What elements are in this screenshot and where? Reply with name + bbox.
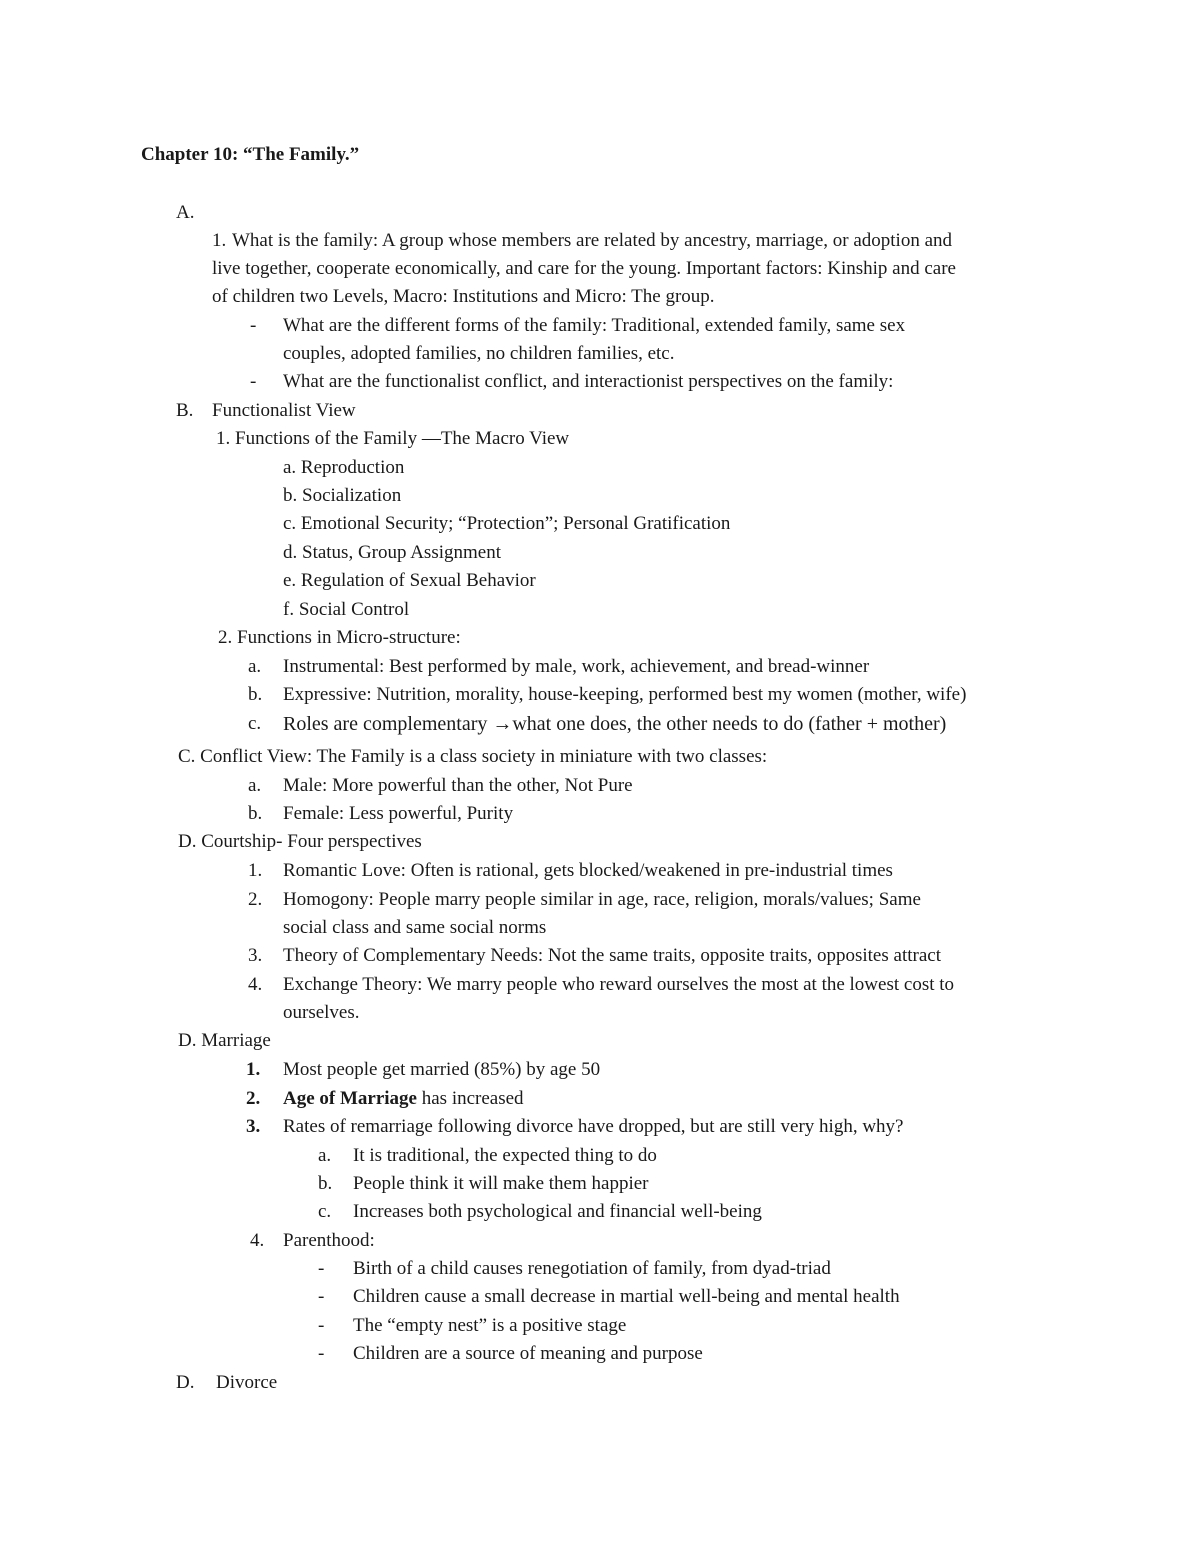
section-d-divorce-heading: Divorce bbox=[216, 1372, 278, 1393]
parenthood-bullet-text: Birth of a child causes renegotiation of family, from dyad-triad bbox=[353, 1258, 831, 1279]
section-a-item1-line3: of children two Levels, Macro: Institutions and Micro: The group. bbox=[212, 286, 715, 307]
section-b-heading: Functionalist View bbox=[212, 400, 356, 421]
marriage-item-text bbox=[283, 1087, 524, 1111]
parenthood-bullet-marker: - bbox=[318, 1315, 325, 1336]
section-d-courtship-heading: D. Courtship- Four perspectives bbox=[178, 831, 422, 852]
macro-item: e. Regulation of Sexual Behavior bbox=[283, 570, 536, 591]
marriage-item-marker: 1. bbox=[246, 1059, 261, 1080]
section-b-label: B. bbox=[176, 400, 194, 421]
marriage-item-text: Parenthood: bbox=[283, 1230, 375, 1251]
section-a-bullet2-marker: - bbox=[250, 371, 257, 392]
marriage-item-marker: 3. bbox=[246, 1116, 261, 1137]
courtship-item-text: ourselves. bbox=[283, 1002, 360, 1023]
remarriage-sub-marker: b. bbox=[318, 1173, 333, 1194]
courtship-item-text: Romantic Love: Often is rational, gets blocked/weakened in pre-industrial times bbox=[283, 860, 893, 881]
section-a-bullet1-line1: What are the different forms of the family: Traditional, extended family, same sex bbox=[283, 315, 906, 336]
section-b-sub1: 1. Functions of the Family —The Macro View bbox=[216, 428, 570, 449]
macro-item: d. Status, Group Assignment bbox=[283, 542, 501, 563]
age-of-marriage-bold: Age of Marriage bbox=[283, 1088, 417, 1109]
marriage-item-marker: 2. bbox=[246, 1088, 261, 1109]
micro-item-text: Expressive: Nutrition, morality, house-keeping, performed best my women (mother, wife) bbox=[283, 684, 967, 705]
section-a-bullet1-marker: - bbox=[250, 315, 257, 336]
remarriage-sub-marker: a. bbox=[318, 1145, 332, 1166]
section-d-marriage-heading: D. Marriage bbox=[178, 1030, 271, 1051]
courtship-item-text: Exchange Theory: We marry people who reward ourselves the most at the lowest cost to bbox=[283, 974, 955, 995]
page-title: Chapter 10: “The Family.” bbox=[141, 144, 360, 165]
section-a-label: A. bbox=[176, 202, 195, 223]
marriage-item-text: Rates of remarriage following divorce have dropped, but are still very high, why? bbox=[283, 1116, 904, 1137]
remarriage-sub-text: It is traditional, the expected thing to do bbox=[353, 1145, 657, 1166]
section-b-sub2: 2. Functions in Micro-structure: bbox=[218, 627, 461, 648]
macro-item: f. Social Control bbox=[283, 599, 410, 620]
courtship-item-marker: 4. bbox=[248, 974, 263, 995]
parenthood-bullet-text: Children are a source of meaning and purpose bbox=[353, 1343, 703, 1364]
parenthood-bullet-marker: - bbox=[318, 1343, 325, 1364]
parenthood-bullet-text: Children cause a small decrease in martial well-being and mental health bbox=[353, 1286, 900, 1307]
marriage-item-marker: 4. bbox=[250, 1230, 265, 1251]
remarriage-sub-marker: c. bbox=[318, 1201, 332, 1222]
remarriage-sub-text: People think it will make them happier bbox=[353, 1173, 649, 1194]
macro-item: c. Emotional Security; “Protection”; Personal Gratification bbox=[283, 513, 731, 534]
micro-item-marker: c. bbox=[248, 713, 262, 734]
section-a-bullet2-line1: What are the functionalist conflict, and interactionist perspectives on the family: bbox=[283, 371, 894, 392]
section-a-item1-line2: live together, cooperate economically, and care for the young. Important factors: Kinship and care bbox=[212, 258, 956, 279]
courtship-item-text: Homogony: People marry people similar in age, race, religion, morals/values; Same bbox=[283, 889, 921, 910]
micro-item-text: Instrumental: Best performed by male, work, achievement, and bread-winner bbox=[283, 656, 870, 677]
parenthood-bullet-text: The “empty nest” is a positive stage bbox=[353, 1315, 627, 1336]
section-a-item1-line1: What is the family: A group whose members are related by ancestry, marriage, or adoption and bbox=[232, 230, 953, 251]
courtship-item-marker: 3. bbox=[248, 945, 263, 966]
section-a-bullet1-line2: couples, adopted families, no children families, etc. bbox=[283, 343, 675, 364]
micro-item-marker: a. bbox=[248, 656, 262, 677]
micro-item-marker: b. bbox=[248, 684, 263, 705]
section-c-item-text: Male: More powerful than the other, Not Pure bbox=[283, 775, 633, 796]
macro-item: a. Reproduction bbox=[283, 457, 405, 478]
courtship-item-text: Theory of Complementary Needs: Not the same traits, opposite traits, opposites attract bbox=[283, 945, 941, 966]
courtship-item-text: social class and same social norms bbox=[283, 917, 547, 938]
courtship-item-marker: 2. bbox=[248, 889, 263, 910]
parenthood-bullet-marker: - bbox=[318, 1258, 325, 1279]
section-d-divorce-label: D. bbox=[176, 1372, 195, 1393]
macro-item: b. Socialization bbox=[283, 485, 402, 506]
marriage-item-text: Most people get married (85%) by age 50 bbox=[283, 1059, 601, 1080]
section-c-heading: C. Conflict View: The Family is a class society in miniature with two classes: bbox=[178, 746, 768, 767]
parenthood-bullet-marker: - bbox=[318, 1286, 325, 1307]
remarriage-sub-text: Increases both psychological and financial well-being bbox=[353, 1201, 762, 1222]
courtship-item-marker: 1. bbox=[248, 860, 263, 881]
micro-item-text: Roles are complementary →what one does, the other needs to do (father + mother) bbox=[283, 713, 947, 735]
section-c-item-text: Female: Less powerful, Purity bbox=[283, 803, 514, 824]
section-c-item-marker: b. bbox=[248, 803, 263, 824]
section-c-item-marker: a. bbox=[248, 775, 262, 796]
age-of-marriage-rest: has increased bbox=[417, 1088, 524, 1109]
section-a-item1-num: 1. bbox=[212, 230, 227, 251]
